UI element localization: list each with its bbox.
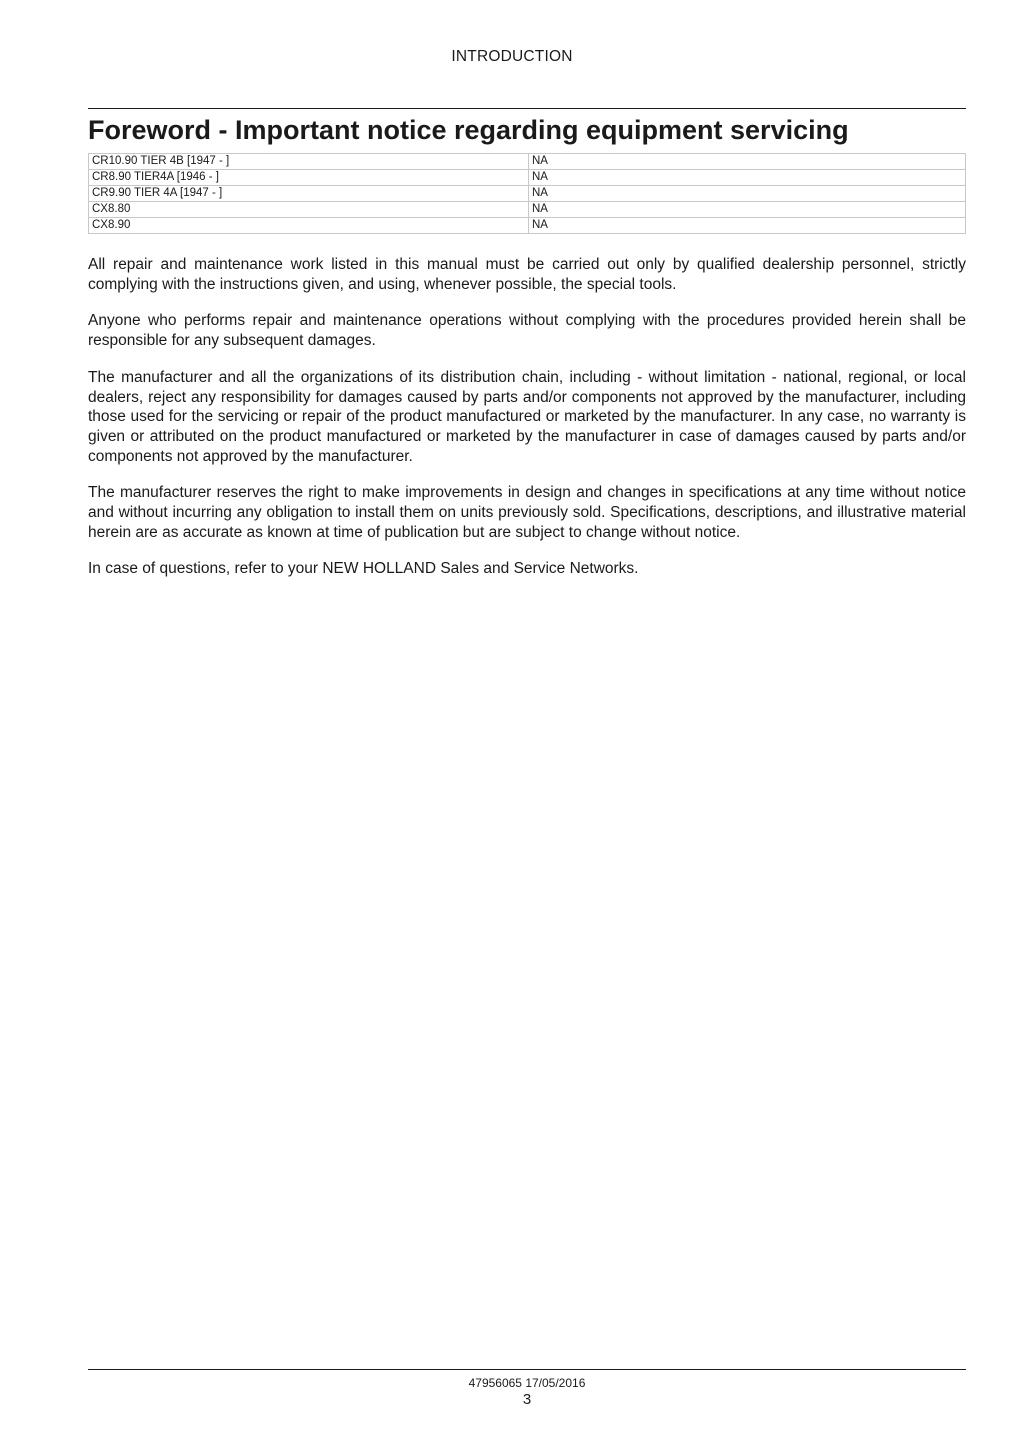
models-table [88, 153, 966, 234]
body-text [88, 255, 966, 596]
table-row [89, 218, 966, 234]
value-cell: NA [529, 218, 966, 234]
paragraph-improvements: The manufacturer reserves the right to make improvements in design and changes in specifications at any time without notice and without incurring any obligation to install them on units previously sold. Specifications, descriptions, and illustrative material herein are as accurate as known at time of publication but are subject to change without notice. [88, 484, 966, 541]
title-rule [88, 108, 966, 109]
value-cell: NA [529, 186, 966, 202]
value-cell: NA [529, 202, 966, 218]
footer-rule [88, 1369, 966, 1370]
paragraph-questions: In case of questions, refer to your NEW HOLLAND Sales and Service Networks. [88, 560, 639, 578]
footer-reference: 47956065 17/05/2016 [468, 1376, 586, 1390]
value-cell: NA [529, 170, 966, 186]
running-header: INTRODUCTION [451, 48, 573, 65]
model-cell: CX8.90 [89, 218, 529, 234]
page-title: Foreword - Important notice regarding equipment servicing [88, 115, 849, 145]
model-cell: CX8.80 [89, 202, 529, 218]
page-number: 3 [522, 1391, 532, 1408]
model-cell: CR9.90 TIER 4A [1947 - ] [89, 186, 529, 202]
table-row [89, 154, 966, 170]
table-row [89, 202, 966, 218]
value-cell: NA [529, 154, 966, 170]
model-cell: CR10.90 TIER 4B [1947 - ] [89, 154, 529, 170]
model-cell: CR8.90 TIER4A [1946 - ] [89, 170, 529, 186]
table-row [89, 170, 966, 186]
paragraph-qualified-personnel: All repair and maintenance work listed in this manual must be carried out only by qualified dealership personnel, strictly complying with the instructions given, and using, whenever possible, the special tools. [88, 256, 966, 293]
paragraph-liability: The manufacturer and all the organizations of its distribution chain, including - without limitation - national, regional, or local dealers, reject any responsibility for damages caused by parts and/or components not approved by the manufacturer, including those used for the servicing or repair of the product manufactured or marketed by the manufacturer. In any case, no warranty is given or attributed on the product manufactured or marketed by the manufacturer in case of damages caused by parts and/or components not approved by the manufacturer. [88, 368, 966, 465]
table-row [89, 186, 966, 202]
paragraph-responsibility: Anyone who performs repair and maintenance operations without complying with the procedures provided herein shall be responsible for any subsequent damages. [88, 312, 966, 350]
